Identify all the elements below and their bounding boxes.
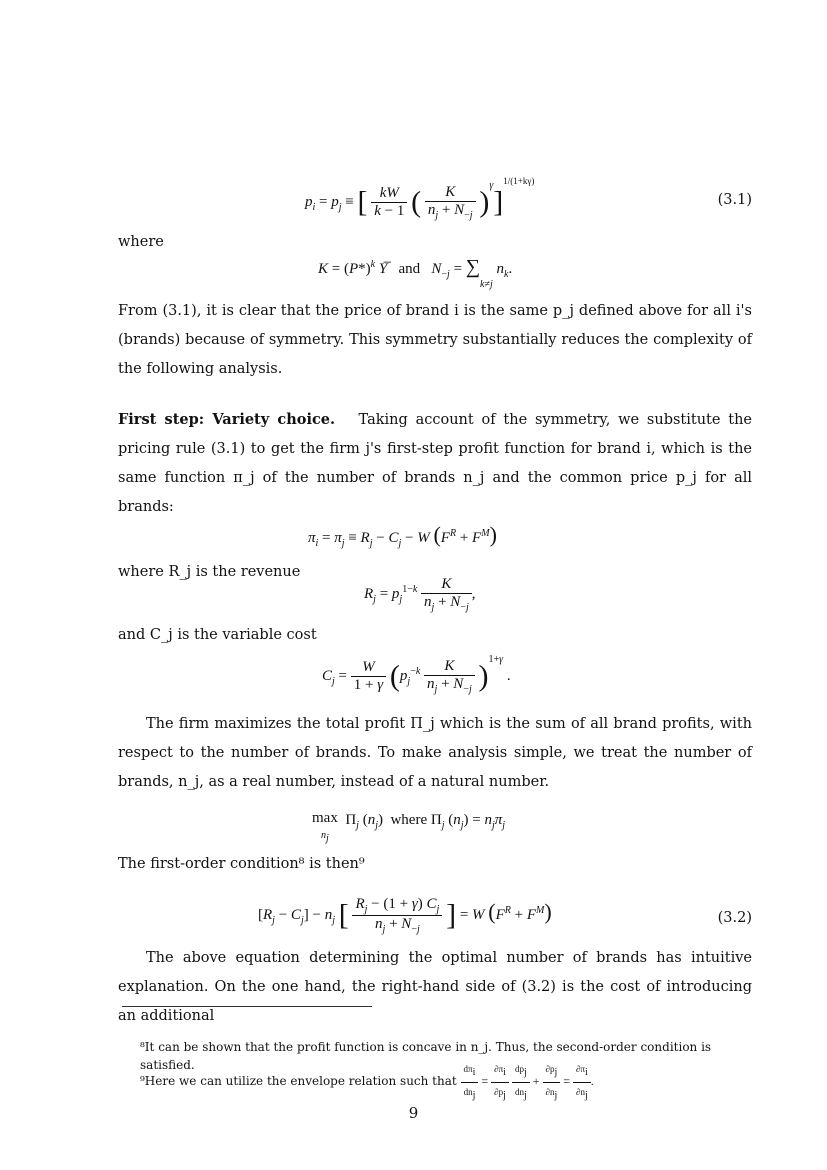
equation-3-2-number: (3.2)	[717, 910, 752, 926]
and-cost-label: and C_j is the variable cost	[118, 627, 317, 643]
paragraph-symmetry: From (3.1), it is clear that the price of brand i is the same p_j defined above for all i's (brands) because of symmetry. This symmetry substantially reduces the complexity of the following analysis.	[118, 303, 752, 377]
equation-3-1: $p_i = p_j$ ≡ [ $\frac{kW}{k - 1}$ ( $\frac{K}{n_j + N_{-j}}$ )$^\gamma$]$^{1/(1+k\gamma)}$	[305, 176, 535, 222]
paragraph-explanation: The above equation determining the optimal number of brands has intuitive explanation. On the one hand, the right-hand side of (3.2) is the cost of introducing an additional	[118, 950, 752, 1024]
equation-profit: $\pi_i = \pi_j \equiv R_j - C_j - W$ $(F^R + F^M)$	[308, 522, 497, 549]
equation-max: max $_{n_j}$ $\Pi_j$ $(n_j)$ where $\Pi_j$ $(n_j) = n_j\pi_j$	[312, 810, 506, 844]
first-step-heading: First step: Variety choice.	[118, 411, 336, 428]
equation-3-1-number: (3.1)	[717, 192, 752, 208]
footnote-rule	[122, 1006, 372, 1007]
footnote-9-formula: $\frac{d\pi_i}{dn_j}$ = $\frac{\partial\pi_i}{\partial p_j}$ $\frac{dp_j}{dn_j}$ + $\frac{\partial p_j}{\partial n_j}$ = $\frac{\partial\pi_i}{\partial n_j}$ .	[461, 1074, 594, 1088]
first-step-text: Taking account of the symmetry, we substitute the pricing rule (3.1) to get the firm j's first-step profit function for brand i, which is the same function π_j of the number of brands n_j and the common price p_j for all brands:	[118, 412, 753, 515]
paragraph-first-step	[118, 405, 752, 522]
footnote-9-text: ⁹Here we can utilize the envelope relation such that	[140, 1074, 457, 1089]
page-number: 9	[408, 1104, 419, 1122]
equation-revenue: $R_j = p_j^{1-k}$ $\frac{K}{n_j + N_{-j}}$ ,	[364, 576, 476, 613]
equation-3-2: $[R_j - C_j] - n_j$ [ $\frac{R_j - (1 + \gamma) C_j}{n_j + N_{-j}}$ ] = W $(F^R + F^M)$	[258, 896, 552, 935]
equation-cost: $C_j$ = $\frac{W}{1 + \gamma}$ ($p_j^{-k}$ $\frac{K}{n_j + N_{-j}}$ )$^{1+\gamma}$ .	[322, 654, 511, 696]
where-label-1: where	[118, 234, 164, 250]
paragraph-maximize: The firm maximizes the total profit Π_j which is the sum of all brand profits, with respect to the number of brands. To make analysis simple, we treat the number of brands, n_j, as a real number, instead of a natural number.	[118, 716, 752, 790]
footnote-8: ⁸It can be shown that the profit function is concave in n_j. Thus, the second-order condition is satisfied.	[140, 1040, 712, 1072]
equation-K-N: $K = (P*)^k$ Y̅ and $N_{-j} = \sum_{k\ne j}$ $n_k$.	[318, 256, 513, 290]
footnote-9	[140, 1060, 760, 1105]
where-revenue-label: where R_j is the revenue	[118, 564, 301, 580]
first-order-condition-text: The first-order condition⁸ is then⁹	[118, 856, 365, 872]
